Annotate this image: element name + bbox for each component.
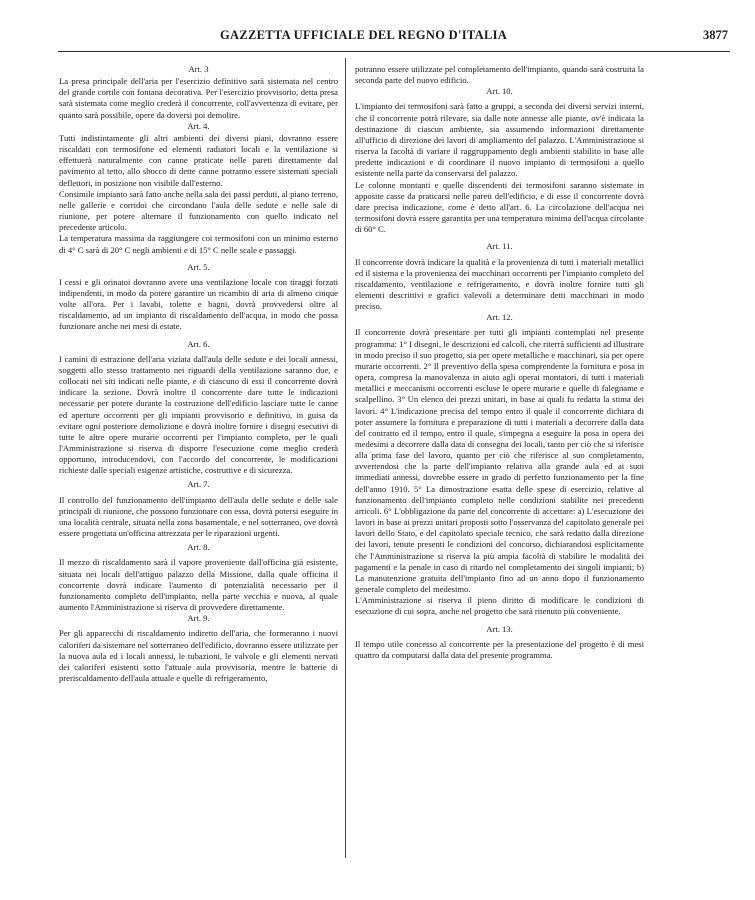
header-rule bbox=[58, 51, 730, 52]
paragraph: Tutti indistintamente gli altri ambienti dei diversi piani, dovranno essere riscaldati con termosifone ed elementi radiatori locali e la ventilazione si effettuerà naturalmente con canne praticate nelle pareti direttamente dal pavimento al tetto, allo sbocco di dette canne potranno essere sistemati speciali deflettori, in posizione non visibile dall'esterno. bbox=[59, 132, 338, 188]
article-heading: Art. 13. bbox=[486, 623, 513, 634]
paragraph: Per gli apparecchi di riscaldamento indiretto dell'aria, che formeranno i nuovi caloriferi da sistemare nel sotterraneo dell'edificio, dovranno essere utilizzate per la nuova aula ed i locali annessi, le tubazioni, le valvole e gli elementi nervati dei caloriferi esistenti sotto l'attuale aula provvisoria, mentre le batterie di preriscaldamento dell'aula attuale e quelle di refrigeramento, bbox=[59, 628, 338, 683]
article-heading: Art. 5. bbox=[187, 261, 210, 272]
gazette-title: GAZZETTA UFFICIALE DEL REGNO D'ITALIA bbox=[220, 28, 508, 42]
paragraph: potranno essere utilizzate pel completamento dell'impianto, quando sarà costruita la seconda parte del nuovo edificio. bbox=[355, 64, 644, 86]
article-heading: Art. 7. bbox=[187, 479, 210, 490]
paragraph: Le colonne montanti e quelle discendenti dei termosifoni saranno sistemate in apposite casse da praticarsi nelle pareti dell'edificio, e di esse il concorrente dovrà dare precisa indicazione, come è detto all'art. 6. La circolazione dell'acqua nei termosifoni dovrà essere garantita per una temperatura minima dell'acqua circolante di 60° C. bbox=[355, 179, 644, 235]
paragraph: La temperatura massima da raggiungere coi termosifoni con un minimo esterno di 4° C sarà di 20° C negli ambienti e di 15° C nelle scale e passaggi. bbox=[59, 233, 338, 255]
paragraph: L'Amministrazione si riserva il pieno diritto di modificare le condizioni di esecuzione di cui sopra, anche nel progetto che sarà ritenuto più conveniente. bbox=[355, 595, 644, 617]
article-heading: Art. 6. bbox=[187, 338, 210, 349]
article-heading: Art. 4. bbox=[187, 120, 210, 131]
column-divider bbox=[345, 58, 346, 858]
paragraph: Consimile impianto sarà fatto anche nella sala dei passi perduti, al piano terreno, nelle gallerie e corridoi che circondano l'aula delle sedute e nelle sale di riunione, per potere alternare il funzionamento con quello indicato nel precedente articolo. bbox=[59, 188, 338, 233]
paragraph: I cessi e gli orinatoi dovranno avere una ventilazione locale con tiraggi forzati indipendenti, in modo da potere garantire un ricambio di aria di almeno cinque volte all'ora. Per i lavabi, tolette e bagni, dovrà provvedersi oltre al riscaldamento, ad un impianto di riscaldamento dell'acqua, in modo che possa funzionare anche nei mesi di estate. bbox=[59, 276, 338, 332]
page-header bbox=[0, 28, 755, 48]
paragraph: Il mezzo di riscaldamento sarà il vapore proveniente dall'officina già esistente, situata nei locali dell'attiguo palazzo della Missione, dalla quale officina il concorrente dovrà indicare l'aumento di potenzialità necessario per il funzionamento completo dell'impianto, nella parte vecchia e nuova, al quale aumento l'Amministrazione si riserva di provvedere direttamente. bbox=[59, 557, 338, 613]
article-heading: Art. 3 bbox=[188, 64, 209, 74]
article-heading: Art. 10. bbox=[486, 86, 513, 97]
article-heading: Art. 8. bbox=[187, 542, 210, 553]
paragraph: Il tempo utile concesso al concorrente per la presentazione del progetto è di mesi quattro da computarsi dalla data del presente programma. bbox=[355, 638, 644, 660]
article-heading: Art. 9. bbox=[187, 613, 210, 624]
paragraph: La presa principale dell'aria per l'esercizio definitivo sarà sistemata nel centro del grande cortile con fontana decorativa. Per l'esercizio provvisorio, detta presa sarà sistemata come meglio crederà il concorrente, coll'avvertenza di evitare, per quanto sarà possibile, opere da doversi poi demolire. bbox=[59, 76, 338, 120]
paragraph: Il concorrente dovrà indicare la qualità e la provenienza di tutti i materiali metallici ed il sistema e la provenienza dei macchinari occorrenti per l'impianto completo del riscaldamento, ventilazione e refrigeramento, e dovrà inoltre fornire tutti gli elementi descrittivi e grafici valevoli a determinare detti macchinari in modo preciso. bbox=[355, 256, 644, 312]
paragraph: Il concorrente dovrà presentare per tutti gli impianti contemplati nel presente programma: 1° I disegni, le descrizioni ed calcoli, che riterrà sufficienti ad illustrare in modo preciso il suo progetto, sia per opere metalliche e macchinari, sia per opere murarie occorrenti. 2° Il preventivo della spesa comprendente la fornitura e posa in opera, compresa la manovalenza in aiuto agli operai montatori, di tutti i materiali metallici e meccanismi occorrenti escluse le opere murarie e quelle di falegname e scalpellino. 3° Un elenco dei prezzi unitari, in base ai quali fu redatta la stima dei lavori. 4° L'indicazione precisa del tempo entro il quale il concorrente dichiara di poter assumere la fornitura e preparazione di tutti i materiali a decorrere dalla data del contratto ed il tempo, entro il quale, s'impegna a eseguire la posa in opera dei medesimi a decorrere dalla data di consegna dei locali, tanto per ciò che si riferisce alla prima fase del lavoro, quanto per ciò che riferisce al suo completamento, avvertendosi che la parte dell'impianto relativa alla grande aula ed ai suoi immediati annessi, dovrebbe essere in grado di perfetto funzionamento per la fine dell'anno 1910. 5° La dimostrazione esatta delle spese di esercizio, relative al funzionamento dell'impianto completo nelle condizioni stabilite nei precedenti articoli. 6° L'obbligazione da parte del concorrente di accettare: a) L'esecuzione dei lavori in base ai prezzi unitari proposti sotto l'osservanza del capitolato generale pei lavori dello Stato, e del capitolato speciale tecnico, che sarà redatto dalla direzione dei lavori, tenute presenti le condizioni del concorso, dichiarandosi esplicitamente che l'Amministrazione si riserva la più ampia facoltà di stabilire le modalità dei pagamenti e la penale in caso di ritardo nel completamento dei singoli impianti; b) La manutenzione gratuita dell'impianto fino ad un anno dopo il funzionamento generale completo del medesimo. bbox=[355, 327, 644, 595]
paragraph: Il controllo del funzionamento dell'impianto dell'aula delle sedute e delle sale principali di riunione, che possono funzionare con essa, dovrà potersi eseguire in una località centrale, situata nella zona basamentale, e nel sotterraneo, ove dovrà essere progettata un'officina attrezzata per le riparazioni urgenti. bbox=[59, 494, 338, 539]
left-column bbox=[59, 64, 338, 684]
paragraph: I camini di estrazione dell'aria viziata dall'aula delle sedute e dei locali annessi, soggetti allo stesso trattamento nei riguardi della ventilazione saranno due, e collocati nei siti indicati nelle piante, e di ciascuno di essi il concorrente dovrà indicare la sezione. Dovrà inoltre il concorrente dare tutte le indicazioni necessarie per potere durante la costruzione dell'edificio lasciare tutte le canne ed aperture occorrenti per gli impianti provvisorio e definitivo, in guisa da evitare ogni posteriore demolizione e dovrà inoltre fornire i disegni esecutivi di tutte le altre opere murarie occorrenti per l'impianto completo, per le quali l'Amministrazione si riserva di disporre l'esecuzione come meglio crederà opportuno, introducendovi, con l'accordo del concorrente, le modificazioni richieste dalle speciali esigenze artistiche, costruttive e di sicurezza. bbox=[59, 353, 338, 476]
right-column bbox=[355, 64, 644, 661]
paragraph: L'impianto dei termosifoni sarà fatto a gruppi, a seconda dei diversi servizi interni, che il concorrente potrà rilevare, sia dalle note annesse alle piante, ov'è indicata la destinazione di ciascun ambiente, sia assumendo informazioni direttamente all'ufficio di direzione dei lavori di ampliamento del palazzo. L'Amministrazione si riserva la facoltà di variare il raggruppamento degli ambienti stabilito in base alle predette indicazioni e di coordinare il nuovo impianto di termosifoni a quello esistente nella parte da conservarsi del palazzo. bbox=[355, 101, 644, 179]
page-number: 3877 bbox=[703, 28, 728, 42]
article-heading: Art. 11. bbox=[486, 241, 513, 252]
article-heading: Art. 12. bbox=[486, 312, 513, 323]
